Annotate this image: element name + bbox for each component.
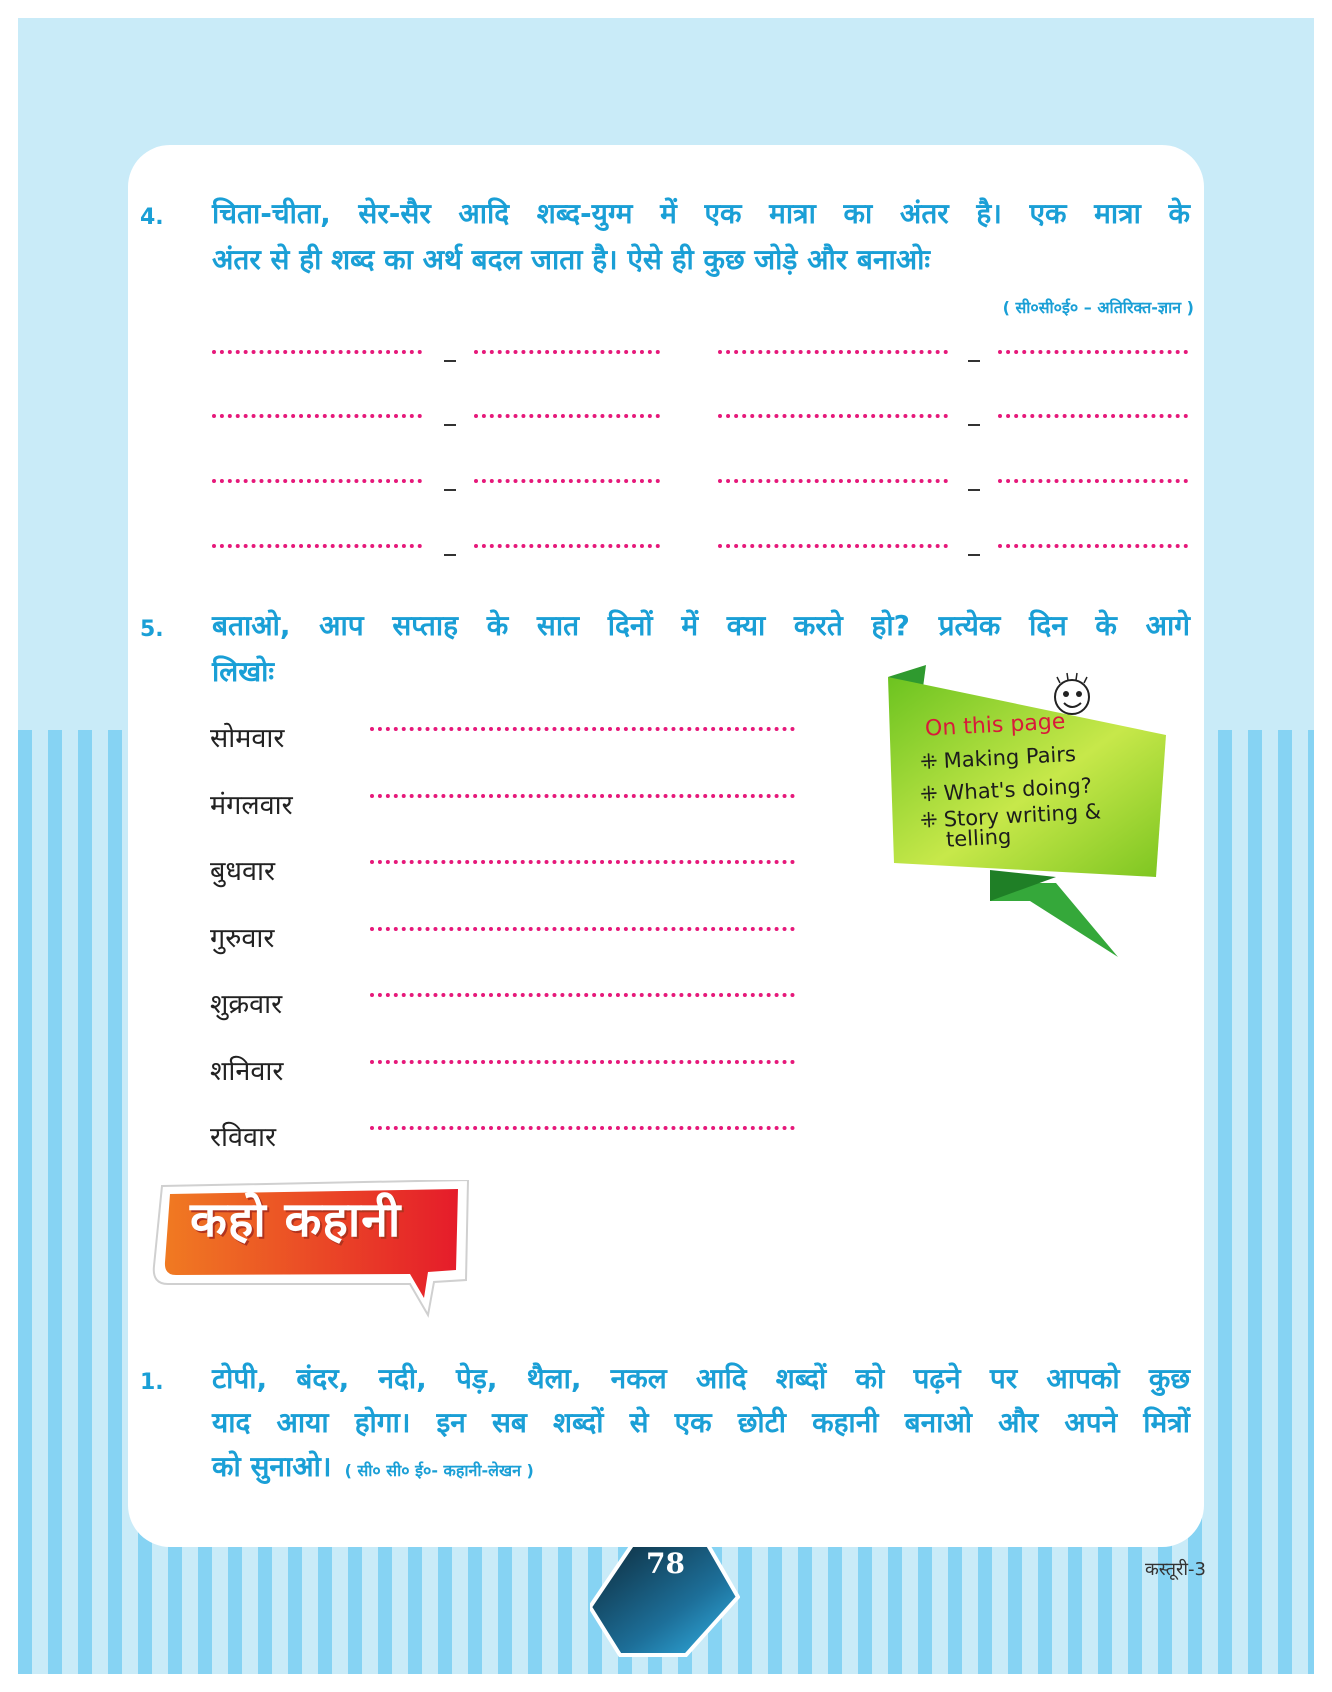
pair-answer-line (212, 544, 422, 548)
day-answer-line (370, 860, 795, 864)
day-label-saturday: शनिवार (210, 1056, 284, 1087)
pair-answer-line (998, 350, 1188, 354)
bullet-icon: ⁜ (919, 749, 939, 775)
pair-answer-line (998, 544, 1188, 548)
question-1-number: 1. (140, 1370, 164, 1395)
question-4-line-2: अंतर से ही शब्द का अर्थ बदल जाता है। ऐसे ही कुछ जोड़े और बनाओः (212, 243, 931, 276)
pair-separator (968, 489, 980, 491)
day-label-wednesday: बुधवार (210, 856, 276, 887)
pair-answer-line (718, 350, 948, 354)
on-this-page-ribbon (880, 665, 1170, 965)
pair-answer-line (718, 414, 948, 418)
pair-separator (968, 360, 980, 362)
question-1-line-2: याद आया होगा। इन सब शब्दों से एक छोटी कहानी बनाओ और अपने मित्रों (212, 1406, 1190, 1439)
page-number-badge (590, 1545, 740, 1665)
question-4-number: 4. (140, 205, 164, 230)
book-title: कस्तूरी-3 (1144, 1559, 1206, 1580)
pair-answer-line (212, 350, 422, 354)
pair-answer-line (998, 414, 1188, 418)
question-1-line-3-wrap (212, 1444, 534, 1490)
smiley-face-icon (1055, 673, 1089, 714)
pair-answer-line (474, 544, 660, 548)
pair-answer-line (474, 479, 660, 483)
pair-answer-line (718, 544, 948, 548)
pair-answer-line (718, 479, 948, 483)
day-label-monday: सोमवार (210, 723, 285, 754)
question-4-line-1: चिता-चीता, सेर-सैर आदि शब्द-युग्म में एक मात्रा का अंतर है। एक मात्रा के (212, 197, 1190, 230)
page-number: 78 (646, 1547, 685, 1580)
on-this-page-item: ⁜ What's doing? (919, 773, 1093, 807)
pair-separator (444, 424, 456, 426)
on-this-page-title: On this page (924, 709, 1066, 742)
day-answer-line (370, 927, 795, 931)
day-answer-line (370, 727, 795, 731)
question-5-line-1: बताओ, आप सप्ताह के सात दिनों में क्या करते हो? प्रत्येक दिन के आगे (212, 609, 1191, 642)
pair-separator (444, 554, 456, 556)
pair-answer-line (212, 414, 422, 418)
day-answer-line (370, 993, 795, 997)
question-5-line-2: लिखोः (212, 655, 275, 688)
pair-separator (444, 489, 456, 491)
section-banner-title: कहो कहानी (190, 1192, 402, 1248)
pair-separator (968, 554, 980, 556)
bullet-icon: ⁜ (919, 807, 939, 833)
day-label-sunday: रविवार (210, 1122, 277, 1153)
pair-answer-line (474, 350, 660, 354)
day-label-friday: शुक्रवार (210, 989, 283, 1020)
pair-answer-line (212, 479, 422, 483)
question-4-note: ( सी०सी०ई० – अतिरिक्त-ज्ञान ) (1002, 298, 1194, 317)
question-1-note: ( सी० सी० ई०- कहानी-लेखन ) (344, 1461, 534, 1480)
on-this-page-item: telling (945, 824, 1012, 852)
day-answer-line (370, 1060, 795, 1064)
question-1-line-1: टोपी, बंदर, नदी, पेड़, थैला, नकल आदि शब्दों को पढ़ने पर आपको कुछ (212, 1362, 1190, 1395)
pair-answer-line (998, 479, 1188, 483)
day-label-tuesday: मंगलवार (210, 790, 293, 821)
question-1-line-3: को सुनाओ। (212, 1450, 332, 1483)
pair-separator (444, 360, 456, 362)
day-answer-line (370, 1126, 795, 1130)
pair-answer-line (474, 414, 660, 418)
bullet-icon: ⁜ (919, 781, 939, 807)
on-this-page-item: ⁜ Story writing & (919, 799, 1102, 833)
section-banner (148, 1180, 478, 1320)
day-label-thursday: गुरुवार (210, 923, 275, 954)
question-5-number: 5. (140, 617, 164, 642)
pair-separator (968, 424, 980, 426)
on-this-page-item: ⁜ Making Pairs (919, 741, 1077, 775)
day-answer-line (370, 794, 795, 798)
